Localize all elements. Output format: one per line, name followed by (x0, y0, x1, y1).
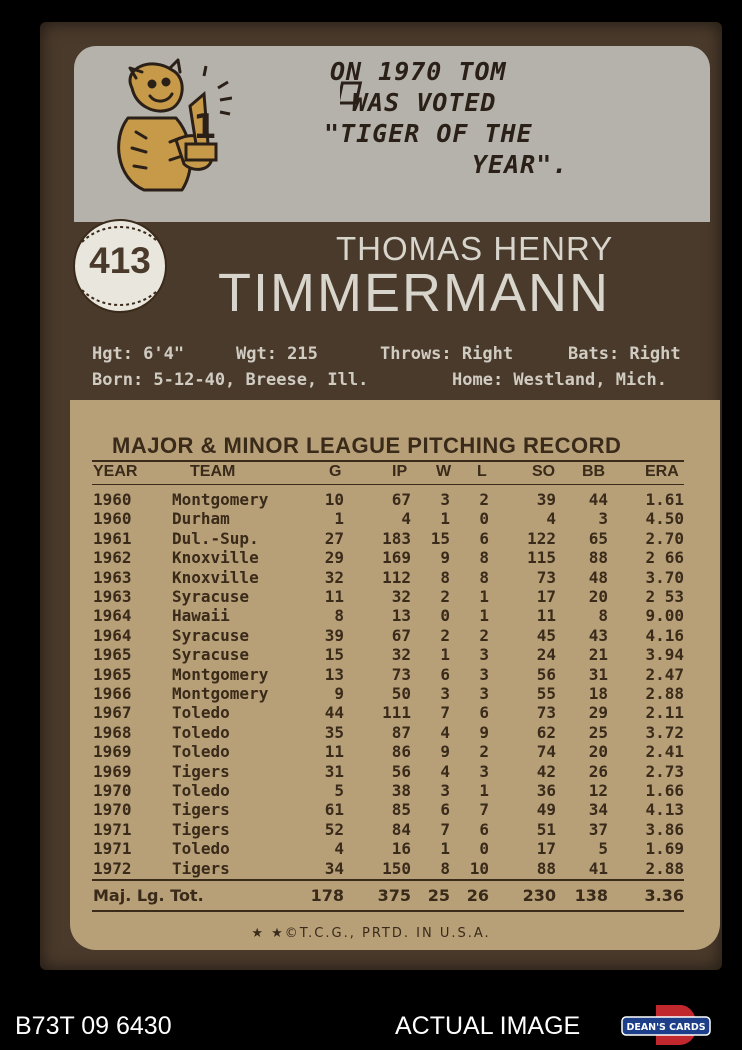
table-row (0, 762, 742, 782)
cell-bb: 44 (588, 490, 608, 509)
cell-team: Syracuse (172, 625, 250, 645)
cell-year: 1963 (93, 567, 132, 587)
cell-year: 1965 (93, 664, 132, 684)
cell-era: 3.86 (645, 819, 684, 839)
player-first-names: THOMAS HENRY (336, 230, 614, 267)
deans-cards-logo (618, 1003, 714, 1047)
cell-l: 6 (479, 703, 489, 723)
card-number: 413 (89, 240, 151, 281)
header-year: YEAR (93, 463, 138, 480)
cell-g: 31 (324, 761, 344, 781)
table-row (0, 645, 742, 665)
logo-text: DEAN'S CARDS (626, 1022, 706, 1033)
table-title: MAJOR & MINOR LEAGUE PITCHING RECORD (112, 433, 622, 458)
cell-w: 3 (440, 490, 450, 509)
total-label: Maj. Lg. Tot. (93, 886, 204, 905)
cell-era: 2 66 (645, 548, 684, 568)
cell-era: 2.41 (645, 742, 684, 762)
divider (92, 484, 684, 485)
total-ip: 375 (377, 886, 411, 905)
table-row (0, 529, 742, 549)
cell-bb: 12 (588, 781, 608, 800)
player-last-name: TIMMERMANN (218, 263, 610, 323)
cell-team: Durham (172, 509, 230, 529)
cell-team: Knoxville (172, 567, 259, 587)
cell-ip: 67 (391, 490, 411, 509)
cell-w: 3 (440, 781, 450, 800)
cell-ip: 32 (391, 645, 411, 665)
cell-year: 1964 (93, 625, 132, 645)
header-so: SO (532, 463, 556, 480)
cartoon-caption (304, 56, 644, 180)
cell-g: 11 (324, 587, 344, 606)
cell-l: 1 (479, 606, 489, 626)
cell-team: Toledo (172, 703, 230, 723)
cell-l: 2 (479, 742, 489, 762)
cell-w: 6 (440, 664, 450, 684)
cell-w: 7 (440, 703, 450, 723)
cell-g: 1 (334, 509, 344, 529)
cell-year: 1971 (93, 839, 132, 859)
cell-so: 49 (536, 800, 556, 820)
cell-era: 2.70 (645, 528, 684, 548)
cell-ip: 38 (391, 781, 411, 800)
cartoon-line: YEAR". (472, 150, 569, 179)
cell-g: 11 (324, 742, 344, 762)
cell-ip: 85 (391, 800, 411, 820)
table-row (0, 568, 742, 588)
cell-era: 9.00 (645, 606, 684, 626)
cell-w: 0 (440, 606, 450, 626)
cell-g: 13 (324, 664, 344, 684)
bio-height: Hgt: 6'4" (92, 344, 185, 364)
cell-so: 39 (536, 490, 556, 509)
total-row (0, 886, 742, 906)
cell-ip: 67 (391, 625, 411, 645)
cell-year: 1972 (93, 858, 132, 878)
bio-throws: Throws: Right (380, 344, 514, 364)
cell-so: 4 (546, 509, 556, 529)
bio-bats: Bats: Right (568, 344, 681, 364)
cell-l: 1 (479, 587, 489, 606)
cell-so: 17 (536, 839, 556, 859)
cell-era: 1.61 (645, 490, 684, 509)
cell-g: 27 (324, 528, 344, 548)
cell-bb: 48 (588, 567, 608, 587)
cell-era: 3.94 (645, 645, 684, 665)
cell-bb: 41 (588, 858, 608, 878)
cell-year: 1965 (93, 645, 132, 665)
total-l: 26 (466, 886, 489, 905)
cell-so: 88 (536, 858, 556, 878)
table-row (0, 684, 742, 704)
header-ip: IP (392, 463, 408, 480)
header-l: L (477, 463, 487, 480)
cell-era: 2.88 (645, 684, 684, 703)
total-g: 178 (310, 886, 344, 905)
cell-team: Syracuse (172, 645, 250, 665)
cell-l: 10 (469, 858, 489, 878)
cell-bb: 31 (588, 664, 608, 684)
divider (92, 879, 684, 881)
cell-team: Toledo (172, 742, 230, 762)
cell-l: 8 (479, 548, 489, 568)
cell-so: 115 (527, 548, 556, 568)
cell-bb: 88 (588, 548, 608, 568)
cell-year: 1968 (93, 722, 132, 742)
cell-bb: 34 (588, 800, 608, 820)
cell-so: 56 (536, 664, 556, 684)
cell-ip: 16 (391, 839, 411, 859)
cell-ip: 56 (391, 761, 411, 781)
cell-g: 29 (324, 548, 344, 568)
cell-l: 3 (479, 664, 489, 684)
cell-w: 4 (440, 722, 450, 742)
cell-l: 7 (479, 800, 489, 820)
table-row (0, 742, 742, 762)
cell-team: Toledo (172, 781, 230, 800)
cell-ip: 84 (391, 819, 411, 839)
total-era: 3.36 (644, 886, 684, 905)
cell-ip: 50 (391, 684, 411, 703)
table-row (0, 509, 742, 529)
cell-era: 2.11 (645, 703, 684, 723)
cell-bb: 65 (588, 528, 608, 548)
cell-l: 3 (479, 684, 489, 703)
cell-year: 1960 (93, 509, 132, 529)
cell-w: 4 (440, 761, 450, 781)
table-row (0, 800, 742, 820)
cell-l: 9 (479, 722, 489, 742)
cartoon-line: WAS VOTED (352, 88, 497, 117)
cell-ip: 183 (382, 528, 411, 548)
total-so: 230 (522, 886, 556, 905)
cell-team: Toledo (172, 839, 230, 859)
cell-so: 73 (536, 567, 556, 587)
cell-era: 2 53 (645, 587, 684, 606)
cell-bb: 8 (598, 606, 608, 626)
cell-g: 61 (324, 800, 344, 820)
cell-ip: 32 (391, 587, 411, 606)
cell-team: Syracuse (172, 587, 250, 606)
cell-g: 5 (334, 781, 344, 800)
cell-g: 52 (324, 819, 344, 839)
header-bb: BB (582, 463, 606, 480)
cell-w: 2 (440, 625, 450, 645)
cell-w: 1 (440, 645, 450, 665)
cell-l: 2 (479, 625, 489, 645)
cell-g: 9 (334, 684, 344, 703)
cell-l: 8 (479, 567, 489, 587)
table-row (0, 781, 742, 801)
cell-w: 2 (440, 587, 450, 606)
cell-era: 2.73 (645, 761, 684, 781)
cell-l: 3 (479, 761, 489, 781)
cell-l: 1 (479, 781, 489, 800)
cell-so: 11 (536, 606, 556, 626)
bio-home: Home: Westland, Mich. (452, 370, 667, 390)
cell-so: 55 (536, 684, 556, 703)
cell-bb: 20 (588, 587, 608, 606)
cell-ip: 4 (401, 509, 411, 529)
cell-so: 73 (536, 703, 556, 723)
cell-g: 32 (324, 567, 344, 587)
divider (92, 910, 684, 912)
cell-bb: 26 (588, 761, 608, 781)
cell-g: 34 (324, 858, 344, 878)
cell-w: 1 (440, 839, 450, 859)
cell-so: 24 (536, 645, 556, 665)
table-row (0, 587, 742, 607)
cartoon-line: "TIGER OF THE (324, 119, 533, 148)
cell-ip: 86 (391, 742, 411, 762)
cell-g: 15 (324, 645, 344, 665)
cell-w: 1 (440, 509, 450, 529)
cell-so: 45 (536, 625, 556, 645)
cell-year: 1960 (93, 490, 132, 509)
cell-year: 1966 (93, 684, 132, 703)
cell-w: 3 (440, 684, 450, 703)
cell-year: 1963 (93, 587, 132, 606)
cell-team: Toledo (172, 722, 230, 742)
cell-bb: 5 (598, 839, 608, 859)
cell-l: 3 (479, 645, 489, 665)
cell-g: 8 (334, 606, 344, 626)
cell-so: 17 (536, 587, 556, 606)
table-row (0, 665, 742, 685)
cell-l: 0 (479, 509, 489, 529)
cell-so: 42 (536, 761, 556, 781)
cell-year: 1970 (93, 800, 132, 820)
total-bb: 138 (574, 886, 608, 905)
cell-team: Tigers (172, 858, 230, 878)
cell-team: Montgomery (172, 664, 269, 684)
cell-team: Knoxville (172, 548, 259, 568)
table-row (0, 859, 742, 879)
copyright-line: ★ ★©T.C.G., PRTD. IN U.S.A. (251, 926, 491, 941)
cell-l: 0 (479, 839, 489, 859)
cell-ip: 111 (382, 703, 411, 723)
cell-bb: 18 (588, 684, 608, 703)
table-row (0, 703, 742, 723)
cell-year: 1967 (93, 703, 132, 723)
cell-g: 4 (334, 839, 344, 859)
trophy-number: 1 (193, 107, 217, 147)
table-row (0, 626, 742, 646)
header-w: W (436, 463, 452, 480)
tiger-cartoon (92, 48, 232, 198)
cell-ip: 150 (382, 858, 411, 878)
cell-g: 44 (324, 703, 344, 723)
cell-w: 9 (440, 742, 450, 762)
cell-year: 1971 (93, 819, 132, 839)
cell-year: 1969 (93, 761, 132, 781)
cell-team: Dul.-Sup. (172, 528, 259, 548)
cell-so: 62 (536, 722, 556, 742)
cell-team: Tigers (172, 761, 230, 781)
cell-w: 8 (440, 858, 450, 878)
cell-bb: 29 (588, 703, 608, 723)
cell-g: 39 (324, 625, 344, 645)
cell-bb: 21 (588, 645, 608, 665)
table-row (0, 839, 742, 859)
cell-g: 10 (324, 490, 344, 509)
cell-w: 7 (440, 819, 450, 839)
cell-g: 35 (324, 722, 344, 742)
cell-ip: 112 (382, 567, 411, 587)
cell-l: 6 (479, 528, 489, 548)
cell-era: 4.16 (645, 625, 684, 645)
cell-year: 1961 (93, 528, 132, 548)
table-row (0, 606, 742, 626)
table-row (0, 490, 742, 510)
cell-bb: 37 (588, 819, 608, 839)
cell-ip: 13 (391, 606, 411, 626)
cell-team: Montgomery (172, 490, 269, 509)
cell-so: 51 (536, 819, 556, 839)
divider (92, 460, 684, 462)
header-team: TEAM (190, 463, 236, 480)
cell-era: 3.72 (645, 722, 684, 742)
cartoon-line: ON 1970 TOM (330, 57, 507, 86)
cell-l: 2 (479, 490, 489, 509)
cell-year: 1964 (93, 606, 132, 626)
cell-so: 122 (527, 528, 556, 548)
table-row (0, 723, 742, 743)
cell-era: 4.50 (645, 509, 684, 529)
bio-born: Born: 5-12-40, Breese, Ill. (92, 370, 369, 390)
cell-year: 1962 (93, 548, 132, 568)
cell-ip: 87 (391, 722, 411, 742)
cell-so: 36 (536, 781, 556, 800)
cell-w: 6 (440, 800, 450, 820)
total-w: 25 (427, 886, 450, 905)
cert-id: B73T 09 6430 (15, 1012, 172, 1040)
cell-era: 3.70 (645, 567, 684, 587)
header-era: ERA (645, 463, 679, 480)
cell-w: 9 (440, 548, 450, 568)
cell-ip: 169 (382, 548, 411, 568)
cell-w: 15 (430, 528, 450, 548)
cell-team: Montgomery (172, 684, 269, 703)
cell-team: Tigers (172, 800, 230, 820)
bio-weight: Wgt: 215 (236, 344, 318, 364)
cell-era: 4.13 (645, 800, 684, 820)
cell-bb: 20 (588, 742, 608, 762)
cell-so: 74 (536, 742, 556, 762)
cell-bb: 43 (588, 625, 608, 645)
footer-caption: ACTUAL IMAGE (395, 1012, 581, 1040)
cell-era: 2.47 (645, 664, 684, 684)
cell-era: 1.69 (645, 839, 684, 859)
table-row (0, 820, 742, 840)
table-row (0, 548, 742, 568)
cell-year: 1970 (93, 781, 132, 800)
cell-bb: 3 (598, 509, 608, 529)
cell-era: 2.88 (645, 858, 684, 878)
cell-year: 1969 (93, 742, 132, 762)
cell-team: Tigers (172, 819, 230, 839)
cell-bb: 25 (588, 722, 608, 742)
cell-l: 6 (479, 819, 489, 839)
cell-ip: 73 (391, 664, 411, 684)
header-g: G (329, 463, 342, 480)
cell-w: 8 (440, 567, 450, 587)
cell-team: Hawaii (172, 606, 230, 626)
cell-era: 1.66 (645, 781, 684, 800)
